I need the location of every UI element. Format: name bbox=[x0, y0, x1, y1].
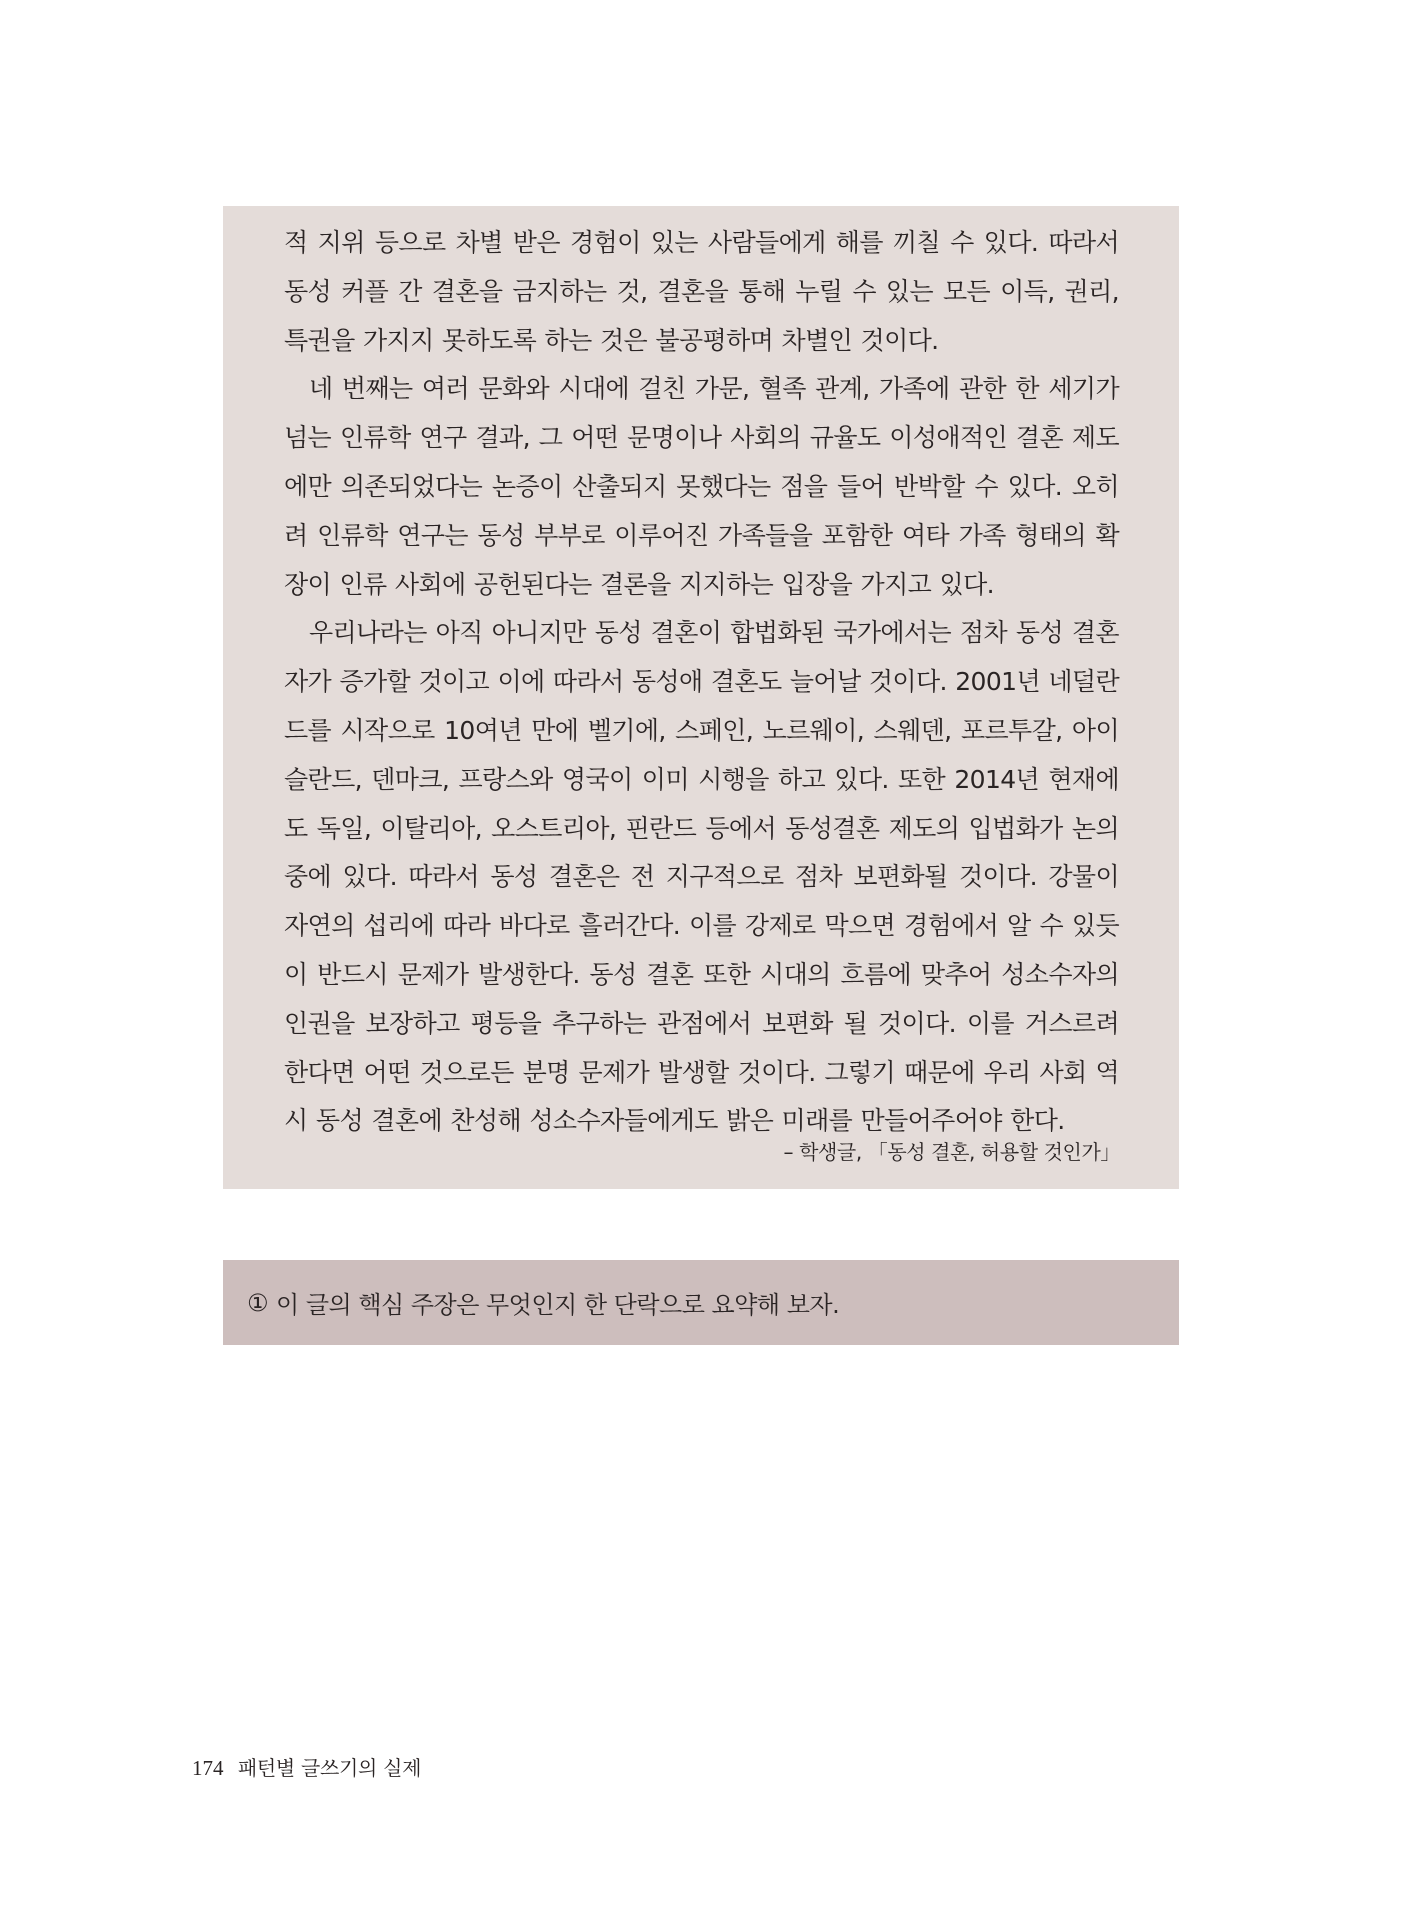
book-title: 패턴별 글쓰기의 실제 bbox=[237, 1756, 422, 1780]
page-number: 174 bbox=[192, 1756, 224, 1780]
question-box bbox=[223, 1260, 1179, 1345]
excerpt-body bbox=[284, 219, 1119, 1146]
question-number: ① bbox=[247, 1288, 269, 1317]
question-text: 이 글의 핵심 주장은 무엇인지 한 단락으로 요약해 보자. bbox=[276, 1291, 840, 1319]
excerpt-box bbox=[223, 206, 1179, 1189]
excerpt-citation: – 학생글, 「동성 결혼, 허용할 것인가」 bbox=[783, 1140, 1120, 1164]
excerpt-paragraph-1: 적 지위 등으로 차별 받은 경험이 있는 사람들에게 해를 끼칠 수 있다. 따라서 동성 커플 간 결혼을 금지하는 것, 결혼을 통해 누릴 수 있는 모든 이득, 권리, 특권을 가지지 못하도록 하는 것은 불공평하며 차별인 것이다. bbox=[284, 228, 1119, 355]
page-footer bbox=[192, 1752, 421, 1781]
excerpt-paragraph-3: 우리나라는 아직 아니지만 동성 결혼이 합법화된 국가에서는 점차 동성 결혼자가 증가할 것이고 이에 따라서 동성애 결혼도 늘어날 것이다. 2001년 네덜란드를 시작으로 10여년 만에 벨기에, 스페인, 노르웨이, 스웨덴, 포르투갈, 아이슬란드, 덴마크, 프랑스와 영국이 이미 시행을 하고 있다. 또한 2014년 현재에도 독일, 이탈리아, 오스트리아, 핀란드 등에서 동성결혼 제도의 입법화가 논의 중에 있다. 따라서 동성 결혼은 전 지구적으로 점차 보편화될 것이다. 강물이 자연의 섭리에 따라 바다로 흘러간다. 이를 강제로 막으면 경험에서 알 수 있듯이 반드시 문제가 발생한다. 동성 결혼 또한 시대의 흐름에 맞추어 성소수자의 인권을 보장하고 평등을 추구하는 관점에서 보편화 될 것이다. 이를 거스르려 한다면 어떤 것으로든 분명 문제가 발생할 것이다. 그렇기 때문에 우리 사회 역시 동성 결혼에 찬성해 성소수자들에게도 밝은 미래를 만들어주어야 한다. bbox=[284, 618, 1119, 1136]
excerpt-paragraph-2: 네 번째는 여러 문화와 시대에 걸친 가문, 혈족 관계, 가족에 관한 한 세기가 넘는 인류학 연구 결과, 그 어떤 문명이나 사회의 규율도 이성애적인 결혼 제도에만 의존되었다는 논증이 산출되지 못했다는 점을 들어 반박할 수 있다. 오히려 인류학 연구는 동성 부부로 이루어진 가족들을 포함한 여타 가족 형태의 확장이 인류 사회에 공헌된다는 결론을 지지하는 입장을 가지고 있다. bbox=[284, 374, 1119, 599]
